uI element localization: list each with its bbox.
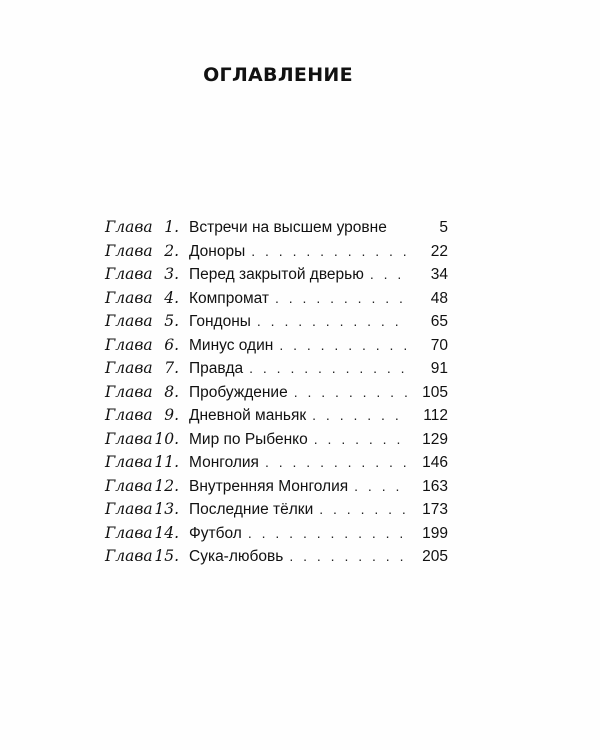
page-number: 112 — [423, 407, 448, 424]
chapter-number: 4. — [164, 288, 179, 307]
chapter-label: Глава — [105, 406, 153, 424]
chapter-title: Компромат — [189, 289, 269, 307]
chapter-number: 1. — [164, 218, 179, 236]
page-number: 173 — [422, 501, 448, 518]
toc-entry[interactable] — [100, 310, 448, 334]
dot-leader — [289, 545, 408, 569]
dot-leader — [279, 334, 408, 358]
chapter-title: Пробуждение — [189, 383, 288, 401]
toc-entry[interactable] — [100, 334, 448, 358]
page-number: 48 — [430, 289, 448, 307]
dot-leader — [319, 498, 408, 522]
chapter-number: 7. — [164, 359, 179, 377]
dot-leader — [248, 522, 408, 546]
page-title: ОГЛАВЛЕНИЕ — [203, 64, 353, 86]
toc-entry[interactable] — [100, 428, 448, 452]
toc-entry[interactable] — [100, 545, 448, 569]
chapter-number: 3. — [164, 265, 179, 283]
dot-leader — [314, 428, 408, 452]
chapter-number: 9. — [164, 406, 179, 424]
page-number: 205 — [422, 548, 448, 565]
dot-leader — [294, 381, 408, 405]
chapter-title: Монголия — [189, 454, 259, 471]
chapter-label: Глава — [105, 288, 153, 307]
chapter-number: 10. — [154, 429, 179, 448]
toc-entry[interactable] — [100, 287, 448, 311]
dot-leader — [251, 240, 408, 264]
table-of-contents — [100, 216, 448, 569]
chapter-number: 12. — [154, 476, 179, 495]
chapter-label: Глава — [105, 547, 153, 565]
toc-entry[interactable] — [100, 381, 448, 405]
page-number: 5 — [439, 219, 448, 236]
toc-entry[interactable] — [100, 404, 448, 428]
chapter-title: Последние тёлки — [189, 501, 314, 518]
dot-leader — [265, 451, 408, 475]
dot-leader — [249, 357, 408, 381]
chapter-title: Мир по Рыбенко — [189, 430, 308, 448]
page-number: 70 — [430, 336, 448, 354]
chapter-title: Гондоны — [189, 313, 251, 330]
page-number: 91 — [430, 360, 448, 377]
chapter-number: 11. — [154, 453, 179, 471]
chapter-title: Внутренняя Монголия — [189, 477, 349, 495]
toc-entry[interactable] — [100, 216, 448, 240]
page-number: 129 — [422, 430, 448, 448]
chapter-number: 13. — [154, 500, 179, 518]
chapter-label: Глава — [105, 265, 153, 283]
chapter-label: Глава — [105, 335, 153, 354]
chapter-title: Дневной маньяк — [189, 407, 307, 424]
toc-entry[interactable] — [100, 357, 448, 381]
chapter-title: Правда — [189, 360, 244, 377]
page-number: 22 — [430, 242, 448, 260]
chapter-label: Глава — [105, 382, 153, 401]
chapter-title: Доноры — [189, 242, 246, 260]
toc-entry[interactable] — [100, 498, 448, 522]
chapter-title: Минус один — [189, 336, 274, 354]
toc-entry[interactable] — [100, 475, 448, 499]
toc-entry[interactable] — [100, 240, 448, 264]
chapter-number: 6. — [164, 335, 179, 354]
chapter-title: Встречи на высшем уровне — [189, 219, 387, 236]
page-number: 199 — [422, 524, 448, 542]
dot-leader — [312, 404, 408, 428]
page-number: 65 — [430, 313, 448, 330]
chapter-number: 8. — [164, 382, 179, 401]
page-number: 163 — [422, 477, 448, 495]
chapter-label: Глава — [105, 429, 153, 448]
chapter-number: 2. — [164, 241, 179, 260]
dot-leader — [257, 310, 408, 334]
chapter-label: Глава — [105, 312, 153, 330]
page-number: 105 — [422, 383, 448, 401]
chapter-label: Глава — [105, 359, 153, 377]
chapter-title: Футбол — [189, 524, 242, 542]
toc-entry[interactable] — [100, 263, 448, 287]
chapter-label: Глава — [105, 241, 153, 260]
chapter-title: Перед закрытой дверью — [189, 266, 364, 283]
toc-entry[interactable] — [100, 522, 448, 546]
page-number: 146 — [422, 454, 448, 471]
dot-leader — [275, 287, 408, 311]
chapter-label: Глава — [105, 218, 153, 236]
chapter-label: Глава — [105, 523, 153, 542]
dot-leader — [354, 475, 408, 499]
page-number: 34 — [430, 266, 448, 283]
chapter-label: Глава — [105, 500, 153, 518]
toc-entry[interactable] — [100, 451, 448, 475]
chapter-number: 14. — [154, 523, 179, 542]
dot-leader — [370, 263, 408, 287]
chapter-number: 5. — [164, 312, 179, 330]
chapter-title: Сука-любовь — [189, 548, 284, 565]
chapter-label: Глава — [105, 476, 153, 495]
chapter-label: Глава — [105, 453, 153, 471]
chapter-number: 15. — [154, 547, 179, 565]
